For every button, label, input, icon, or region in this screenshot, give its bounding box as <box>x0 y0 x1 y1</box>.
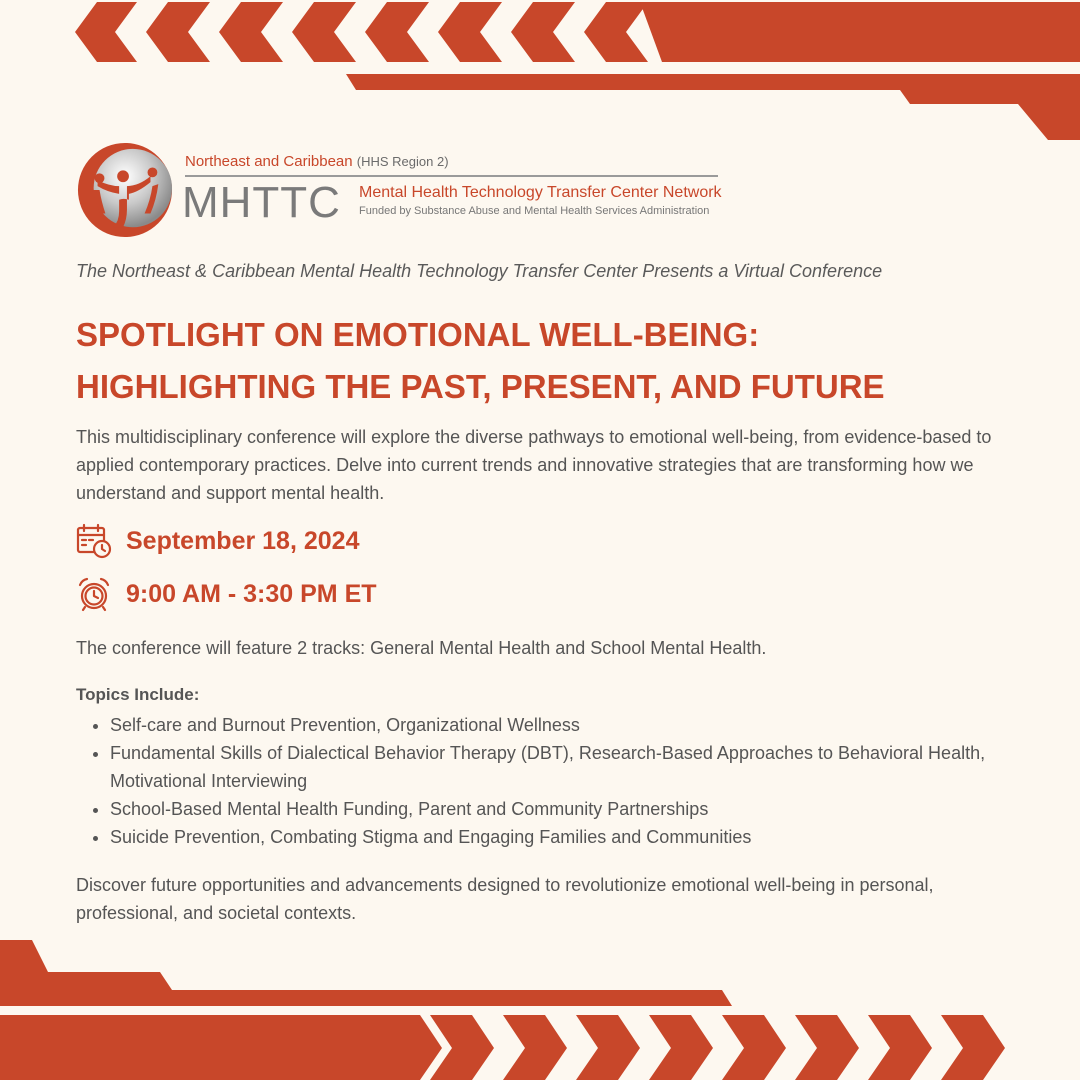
calendar-clock-icon <box>76 523 112 559</box>
alarm-clock-icon <box>76 576 112 612</box>
top-chevron-banner <box>0 0 1080 145</box>
list-item: • School-Based Mental Health Funding, Parent and Community Partnerships <box>110 795 1036 823</box>
top-bar-step <box>900 90 1080 140</box>
top-bar-thin <box>346 74 1080 90</box>
intro-text: The Northeast & Caribbean Mental Health Technology Transfer Center Presents a Virtual Conference <box>76 261 883 281</box>
list-item: • Suicide Prevention, Combating Stigma and Engaging Families and Communities <box>110 823 1036 851</box>
bottom-bar-step <box>0 940 172 990</box>
logo-acronym: MHTTC <box>182 178 341 227</box>
title-line-2: HIGHLIGHTING THE PAST, PRESENT, AND FUTURE <box>76 368 885 405</box>
top-chevron-7 <box>511 2 575 62</box>
bottom-chevron-3 <box>576 1015 640 1080</box>
logo-network-name: Mental Health Technology Transfer Center Network <box>359 184 722 201</box>
top-chevron-8 <box>584 2 648 62</box>
closing-paragraph: Discover future opportunities and advancements designed to revolutionize emotional well-being in personal, professional, and societal contexts. <box>76 875 934 923</box>
event-time-row <box>76 574 377 614</box>
list-item: • Self-care and Burnout Prevention, Organizational Wellness <box>110 711 1036 739</box>
bottom-bar-thin <box>0 990 732 1006</box>
event-date-row <box>76 521 359 561</box>
bottom-bar-long <box>0 1015 442 1080</box>
page-title <box>76 309 1036 413</box>
bottom-chevron-5 <box>722 1015 786 1080</box>
list-item: • Fundamental Skills of Dialectical Behavior Therapy (DBT), Research-Based Approaches to Behavioral Health, Motivational Interviewing <box>110 739 1036 795</box>
topics-list <box>76 711 1036 851</box>
title-line-1: SPOTLIGHT ON EMOTIONAL WELL-BEING: <box>76 316 760 353</box>
bottom-chevron-6 <box>795 1015 859 1080</box>
logo-funded-by: Funded by Substance Abuse and Mental Health Services Administration <box>359 205 710 217</box>
bottom-chevron-8 <box>941 1015 1005 1080</box>
tracks-text: The conference will feature 2 tracks: General Mental Health and School Mental Health. <box>76 638 767 658</box>
logo-divider <box>185 175 718 177</box>
bottom-chevron-banner <box>0 940 1080 1080</box>
top-chevron-3 <box>219 2 283 62</box>
event-date: September 18, 2024 <box>126 526 360 555</box>
event-time: 9:00 AM - 3:30 PM ET <box>126 579 377 608</box>
top-chevron-4 <box>292 2 356 62</box>
mhttc-logo <box>76 141 726 241</box>
bottom-chevron-4 <box>649 1015 713 1080</box>
top-bar-long <box>640 2 1080 62</box>
top-chevron-5 <box>365 2 429 62</box>
description-paragraph: This multidisciplinary conference will explore the diverse pathways to emotional well-being, from evidence-based to applied contemporary practices. Delve into current trends and innovative strategies that are transforming how we understand and support mental health. <box>76 427 992 503</box>
top-chevron-6 <box>438 2 502 62</box>
logo-region-label: Northeast and Caribbean (HHS Region 2) <box>185 153 449 170</box>
bottom-chevron-7 <box>868 1015 932 1080</box>
top-chevron-2 <box>146 2 210 62</box>
topics-heading: Topics Include: <box>76 685 200 704</box>
bottom-chevron-2 <box>503 1015 567 1080</box>
top-chevron-1 <box>75 2 137 62</box>
logo-emblem-icon <box>76 141 174 239</box>
